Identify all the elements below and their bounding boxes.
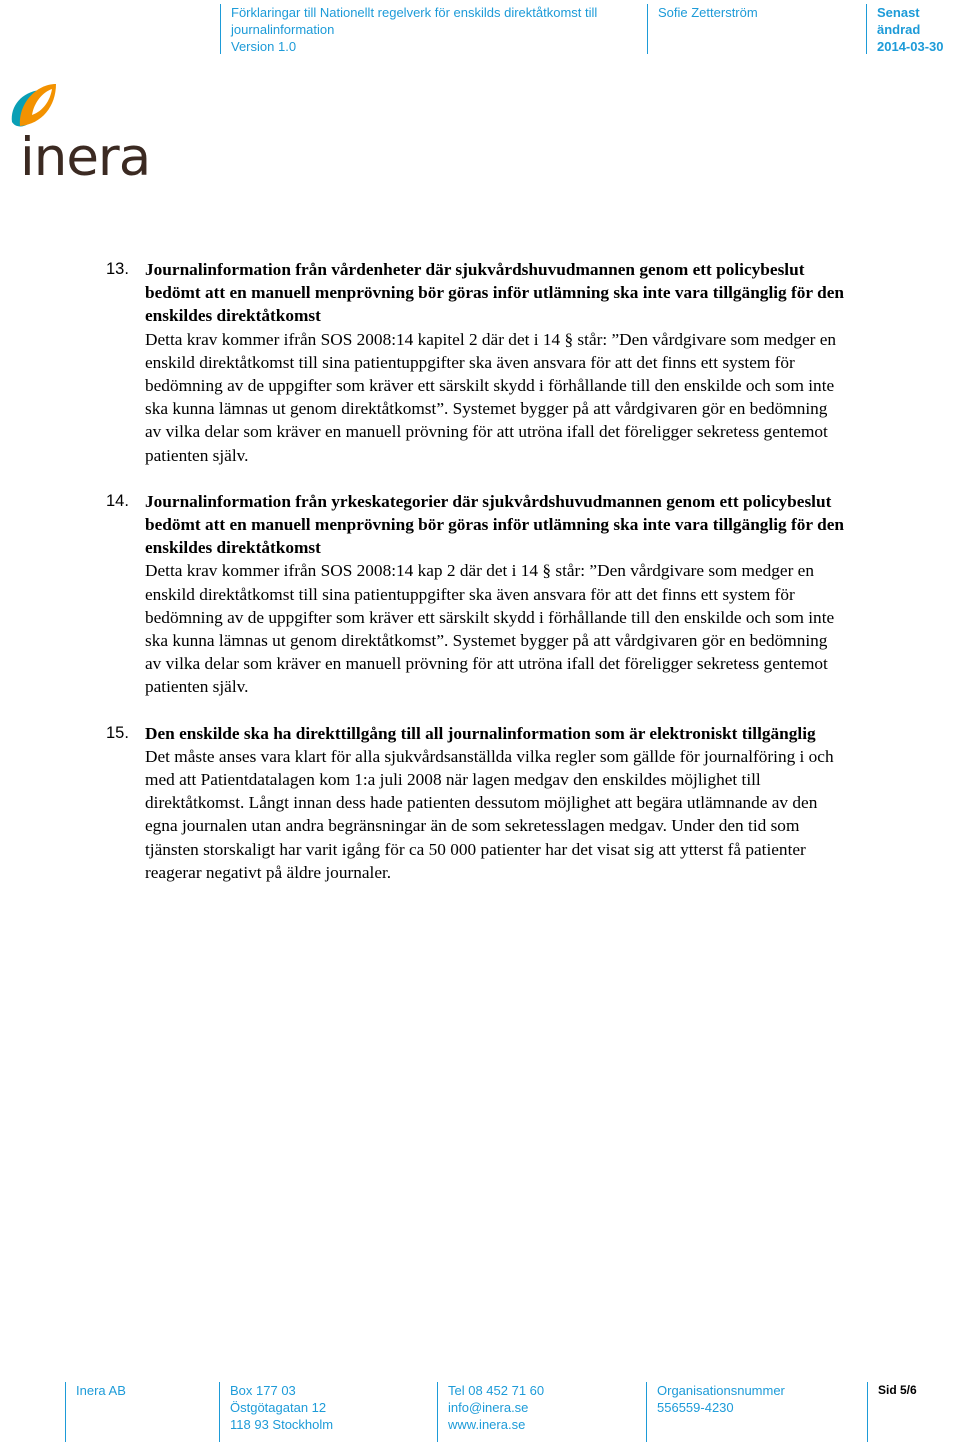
page-number: Sid 5/6: [878, 1383, 917, 1397]
header-author-block: [647, 4, 865, 54]
footer-web-link[interactable]: www.inera.se: [448, 1417, 526, 1432]
section-heading: Journalinformation från vårdenheter där sjukvårdshuvudmannen genom ett policybeslut bedömt att en manuell menprövning bör göras inför utlämning ska inte vara tillgänglig för den enskildes direktåtkomst: [145, 260, 844, 326]
footer-address-block: [219, 1382, 437, 1442]
footer-city: 118 93 Stockholm: [230, 1417, 334, 1432]
section-heading: Den enskilde ska ha direkttillgång till all journalinformation som är elektroniskt tillgänglig: [145, 723, 816, 743]
header-changed-label: Senast ändrad: [877, 5, 921, 37]
header-author: Sofie Zetterström: [658, 5, 758, 20]
section-number: 15.: [106, 723, 129, 742]
page-footer: [0, 1382, 960, 1442]
footer-org-block: [646, 1382, 866, 1442]
footer-org-label: Organisationsnummer: [657, 1383, 785, 1398]
footer-company: Inera AB: [76, 1383, 126, 1398]
document-body: [106, 258, 846, 907]
section-number: 13.: [106, 260, 129, 278]
header-date-block: [866, 4, 960, 54]
footer-email-link[interactable]: info@inera.se: [448, 1400, 529, 1415]
inera-logo: [6, 82, 166, 182]
logo-wordmark: inera: [20, 127, 151, 182]
header-version: Version 1.0: [231, 39, 297, 54]
footer-street: Östgötagatan 12: [230, 1400, 327, 1415]
page-header: [0, 4, 960, 54]
section-paragraph: Det måste anses vara klart för alla sjukvårdsanställda vilka regler som gällde för journalföring i och med att Patientdatalagen kom 1:a juli 2008 när lagen medgav den enskildes möjlighet till direktåtkomst. Långt innan dess hade patienten dessutom möjlighet att begära utlämnande av den egna journalen utan andra begränsningar än de som sekretesslagen medgav. Under den tid som tjänsten storskaligt har varit igång för ca 50 000 patienter har det visat sig att ytterst få patienter reagerar negativt på äldre journaler.: [145, 746, 834, 882]
footer-company-block: [65, 1382, 217, 1442]
section-13: [106, 258, 846, 467]
section-14: [106, 490, 846, 699]
footer-contact-block: [437, 1382, 645, 1442]
footer-org-number: 556559-4230: [657, 1400, 734, 1415]
footer-box: Box 177 03: [230, 1383, 296, 1398]
header-title-line1: Förklaringar till Nationellt regelverk för enskilds direktåtkomst till: [231, 5, 598, 20]
footer-tel: Tel 08 452 71 60: [448, 1383, 545, 1398]
header-document-info: [220, 4, 645, 54]
section-number: 14.: [106, 491, 129, 510]
header-title-line2: journalinformation: [231, 22, 335, 37]
footer-page-block: [867, 1382, 960, 1442]
section-15: [106, 722, 846, 884]
section-heading: Journalinformation från yrkeskategorier där sjukvårdshuvudmannen genom ett policybeslut bedömt att en manuell menprövning bör göras inför utlämning ska inte vara tillgänglig för den enskildes direktåtkomst: [145, 491, 844, 558]
section-paragraph: Detta krav kommer ifrån SOS 2008:14 kapitel 2 där det i 14 § står: ”Den vårdgivare som medger en enskild direktåtkomst till sina patientuppgifter ska även ansvara för att det finns ett system för bedömning av de uppgifter som kräver ett särskilt skydd i förhållande till den enskilde och som inte ska kunna lämnas ut genom direktåtkomst”. Systemet bygger på att vårdgivaren gör en bedömning av vilka delar som kräver en manuell prövning för att utröna ifall det föreligger sekretess gentemot patienten själv.: [145, 329, 837, 465]
section-paragraph: Detta krav kommer ifrån SOS 2008:14 kap 2 där det i 14 § står: ”Den vårdgivare som medger en enskild direktåtkomst till sina patientuppgifter ska även ansvara för att det finns ett system för bedömning av de uppgifter som kräver ett särskilt skydd i förhållande till den enskilde och som inte ska kunna lämnas ut genom direktåtkomst”. Systemet bygger på att vårdgivaren gör en bedömning av vilka delar som kräver en manuell prövning för att utröna ifall det föreligger sekretess gentemot patienten själv.: [145, 561, 835, 697]
header-changed-date: 2014-03-30: [877, 39, 944, 54]
